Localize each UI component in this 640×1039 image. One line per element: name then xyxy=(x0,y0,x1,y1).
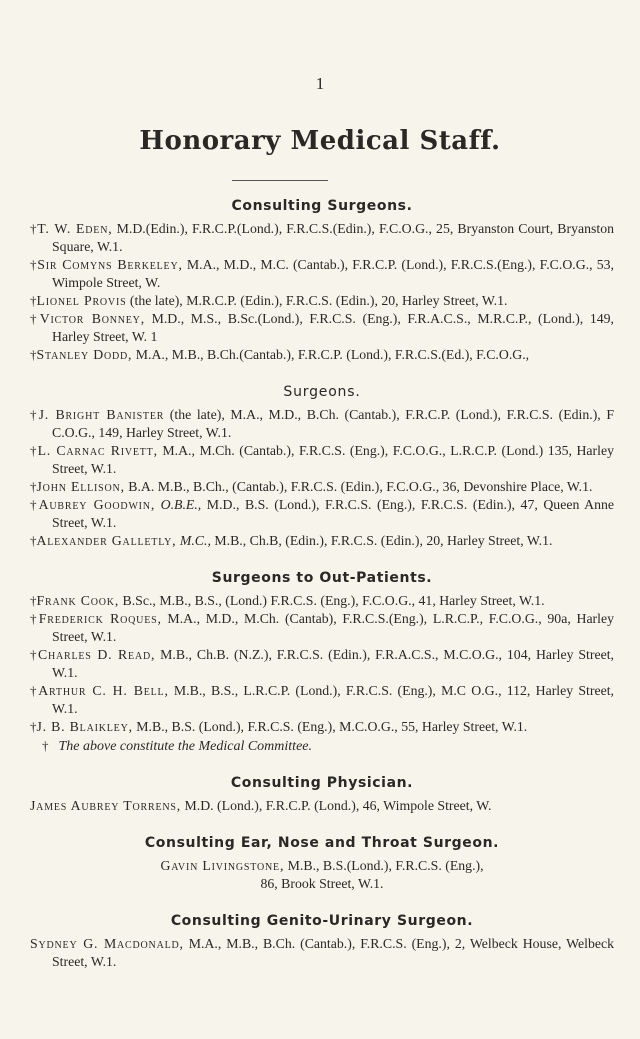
staff-entry: †Frank Cook, B.Sc., M.B., B.S., (Lond.) F.R.C.S. (Eng.), F.C.O.G., 41, Harley Street, W.1. xyxy=(30,593,545,608)
staff-entry: James Aubrey Torrens, M.D. (Lond.), F.R.C.P. (Lond.), 46, Wimpole Street, W. xyxy=(30,798,492,813)
committee-footnote: † The above constitute the Medical Committee. xyxy=(42,738,312,754)
staff-entry: †John Ellison, B.A. M.B., B.Ch., (Cantab.), F.R.C.S. (Edin.), F.C.O.G., 36, Devonshire Place, W.1. xyxy=(30,479,593,494)
surgeons-section xyxy=(30,384,614,550)
staff-entry: †J. B. Blaikley, M.B., B.S. (Lond.), F.R.C.S. (Eng.), M.C.O.G., 55, Harley Street, W.1. xyxy=(30,719,528,734)
out-patients-section xyxy=(30,570,614,755)
staff-entry: †Arthur C. H. Bell, M.B., B.S., L.R.C.P. (Lond.), F.R.C.S. (Eng.), M.C O.G., 112, Harley Street, W.1. xyxy=(30,683,615,716)
staff-entry: Gavin Livingstone, M.B., B.S.(Lond.), F.R.C.S. (Eng.), 86, Brook Street, W.1. xyxy=(160,858,484,891)
staff-entry: †L. Carnac Rivett, M.A., M.Ch. (Cantab.), F.R.C.S. (Eng.), F.C.O.G., L.R.C.P. (Lond.) 135, Harley Street, W.1. xyxy=(30,443,614,476)
section-heading: Consulting Surgeons. xyxy=(231,198,413,214)
staff-entry: Sydney G. Macdonald, M.A., M.B., B.Ch. (Cantab.), F.R.C.S. (Eng.), 2, Welbeck House, Welbeck Street, W.1. xyxy=(30,936,615,969)
title-divider xyxy=(232,180,328,181)
section-heading: Consulting Physician. xyxy=(230,775,414,791)
genito-urinary-section xyxy=(30,913,614,971)
section-heading: Consulting Ear, Nose and Throat Surgeon. xyxy=(144,835,500,851)
physician-section xyxy=(30,775,614,815)
staff-entry: †Stanley Dodd, M.A., M.B., B.Ch.(Cantab.), F.R.C.P. (Lond.), F.R.C.S.(Ed.), F.C.O.G., xyxy=(30,347,530,362)
staff-entry: †Frederick Roques, M.A., M.D., M.Ch. (Cantab), F.R.C.S.(Eng.), L.R.C.P., F.C.O.G., 90a, Harley Street, W.1. xyxy=(30,611,615,644)
staff-list xyxy=(30,198,614,991)
staff-entry: †Victor Bonney, M.D., M.S., B.Sc.(Lond.), F.R.C.S. (Eng.), F.R.A.C.S., M.R.C.P., (Lond.), 149, Harley Street, W. 1 xyxy=(30,311,615,344)
staff-entry: †T. W. Eden, M.D.(Edin.), F.R.C.P.(Lond.), F.R.C.S.(Edin.), F.C.O.G., 25, Bryanston Court, Bryanston Square, W.1. xyxy=(30,221,614,254)
staff-entry: †Alexander Galletly, M.C., M.B., Ch.B, (Edin.), F.R.C.S. (Edin.), 20, Harley Street, W.1. xyxy=(30,533,553,548)
page-title: Honorary Medical Staff. xyxy=(139,126,501,156)
section-heading: Consulting Genito-Urinary Surgeon. xyxy=(170,913,474,929)
section-heading: Surgeons. xyxy=(283,384,361,400)
section-heading: Surgeons to Out-Patients. xyxy=(211,570,433,586)
staff-entry: †Charles D. Read, M.B., Ch.B. (N.Z.), F.R.C.S. (Edin.), F.R.A.C.S., M.C.O.G., 104, Harley Street, W.1. xyxy=(30,647,615,680)
page-number: 1 xyxy=(315,74,325,93)
ent-section xyxy=(30,835,614,893)
consulting-surgeons-section xyxy=(30,198,614,364)
staff-entry: †Aubrey Goodwin, O.B.E., M.D., B.S. (Lond.), F.R.C.S. (Eng.), F.R.C.S. (Edin.), 47, Queen Anne Street, W.1. xyxy=(30,497,615,530)
staff-entry: †J. Bright Banister (the late), M.A., M.D., B.Ch. (Cantab.), F.R.C.P. (Lond.), F.R.C.S. (Edin.), F C.O.G., 149, Harley Street, W.1. xyxy=(30,407,615,440)
staff-entry: †Lionel Provis (the late), M.R.C.P. (Edin.), F.R.C.S. (Edin.), 20, Harley Street, W.1. xyxy=(30,293,508,308)
staff-entry: †Sir Comyns Berkeley, M.A., M.D., M.C. (Cantab.), F.R.C.P. (Lond.), F.R.C.S.(Eng.), F.C.O.G., 53, Wimpole Street, W. xyxy=(30,257,615,290)
